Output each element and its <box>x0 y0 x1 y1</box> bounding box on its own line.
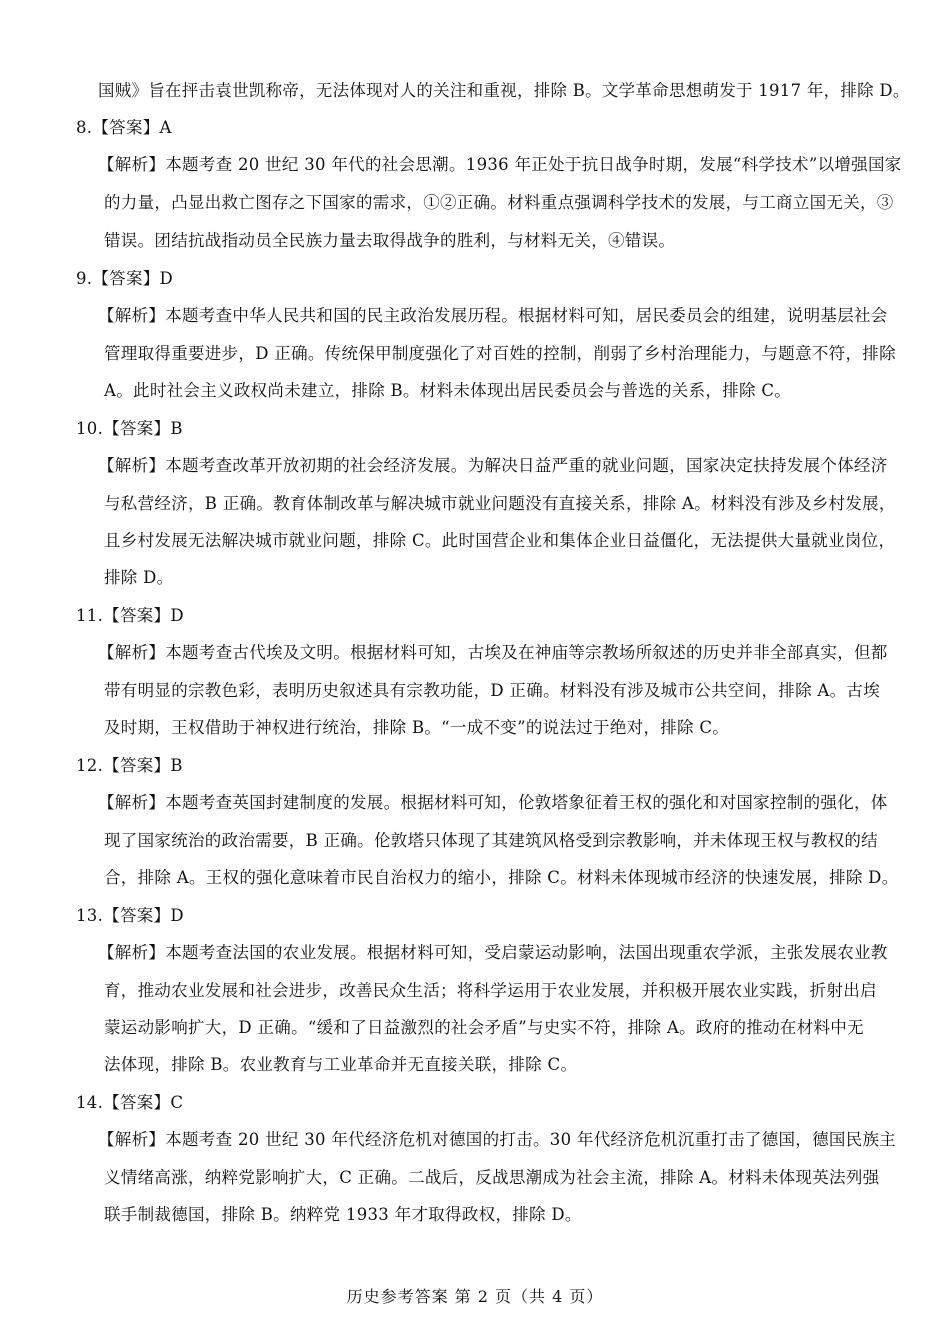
analysis-line: 【解析】本题考查英国封建制度的发展。根据材料可知，伦敦塔象征着王权的强化和对国家控制的强化，体 <box>98 793 888 812</box>
analysis-line: 法体现，排除 B。农业教育与工业革命并无直接关联，排除 C。 <box>104 1055 578 1074</box>
analysis-line: 及时期，王权借助于神权进行统治，排除 B。“一成不变”的说法过于绝对，排除 C。 <box>104 718 730 737</box>
analysis-line: 【解析】本题考查 20 世纪 30 年代经济危机对德国的打击。30 年代经济危机沉重打击了德国，德国民族主 <box>98 1130 897 1149</box>
analysis-line: 蒙运动影响扩大，D 正确。“缓和了日益激烈的社会矛盾”与史实不符，排除 A。政府的推动在材料中无 <box>104 1018 864 1037</box>
text-line: 国贼》旨在抨击袁世凯称帝，无法体现对人的关注和重视，排除 B。文学革命思想萌发于 1917 年，排除 D。 <box>98 81 910 100</box>
analysis-line: 【解析】本题考查改革开放初期的社会经济发展。为解决日益严重的就业问题，国家决定扶持发展个体经济 <box>98 456 888 475</box>
answer-heading-9: 9.【答案】D <box>76 269 174 288</box>
analysis-line: 且乡村发展无法解决城市就业问题，排除 C。此时国营企业和集体企业日益僵化，无法提供大量就业岗位， <box>104 531 896 550</box>
analysis-line: 与私营经济，B 正确。教育体制改革与解决城市就业问题没有直接关系，排除 A。材料没有涉及乡村发展， <box>104 494 896 513</box>
answer-heading-10: 10.【答案】B <box>76 419 183 438</box>
answer-heading-13: 13.【答案】D <box>76 906 184 925</box>
analysis-line: 带有明显的宗教色彩，表明历史叙述具有宗教功能，D 正确。材料没有涉及城市公共空间，排除 A。古埃 <box>104 681 881 700</box>
analysis-line: 现了国家统治的政治需要，B 正确。伦敦塔只体现了其建筑风格受到宗教影响，并未体现王权与教权的结 <box>104 831 878 850</box>
analysis-line: 【解析】本题考查 20 世纪 30 年代的社会思潮。1936 年正处于抗日战争时期，发展“科学技术”以增强国家 <box>98 155 902 174</box>
analysis-line: 管理取得重要进步，D 正确。传统保甲制度强化了对百姓的控制，削弱了乡村治理能力，与题意不符，排除 <box>104 344 896 363</box>
analysis-line: 合，排除 A。王权的强化意味着市民自治权力的缩小，排除 C。材料未体现城市经济的快速发展，排除 D。 <box>104 868 899 887</box>
analysis-line: 义情绪高涨，纳粹党影响扩大，C 正确。二战后，反战思潮成为社会主流，排除 A。材料未体现英法列强 <box>104 1168 880 1187</box>
answer-heading-11: 11.【答案】D <box>76 606 184 625</box>
analysis-line: 【解析】本题考查古代埃及文明。根据材料可知，古埃及在神庙等宗教场所叙述的历史并非全部真实，但都 <box>98 643 888 662</box>
analysis-line: 【解析】本题考查中华人民共和国的民主政治发展历程。根据材料可知，居民委员会的组建，说明基层社会 <box>98 306 888 325</box>
answer-heading-12: 12.【答案】B <box>76 756 183 775</box>
analysis-line: 错误。团结抗战指动员全民族力量去取得战争的胜利，与材料无关，④错误。 <box>104 231 676 250</box>
analysis-line: 排除 D。 <box>104 568 174 587</box>
answer-heading-8: 8.【答案】A <box>76 118 172 137</box>
answer-heading-14: 14.【答案】C <box>76 1093 184 1112</box>
analysis-line: 联手制裁德国，排除 B。纳粹党 1933 年才取得政权，排除 D。 <box>104 1205 582 1224</box>
analysis-line: 育，推动农业发展和社会进步，改善民众生活；将科学运用于农业发展，并积极开展农业实践，折射出启 <box>104 981 877 1000</box>
analysis-line: 【解析】本题考查法国的农业发展。根据材料可知，受启蒙运动影响，法国出现重农学派，主张发展农业教 <box>98 943 888 962</box>
analysis-line: 的力量，凸显出救亡图存之下国家的需求，①②正确。材料重点强调科学技术的发展，与工商立国无关，③ <box>104 193 894 212</box>
analysis-line: A。此时社会主义政权尚未建立，排除 B。材料未体现出居民委员会与普选的关系，排除 C。 <box>104 381 792 400</box>
page-footer: 历史参考答案 第 2 页（共 4 页） <box>346 1287 604 1306</box>
